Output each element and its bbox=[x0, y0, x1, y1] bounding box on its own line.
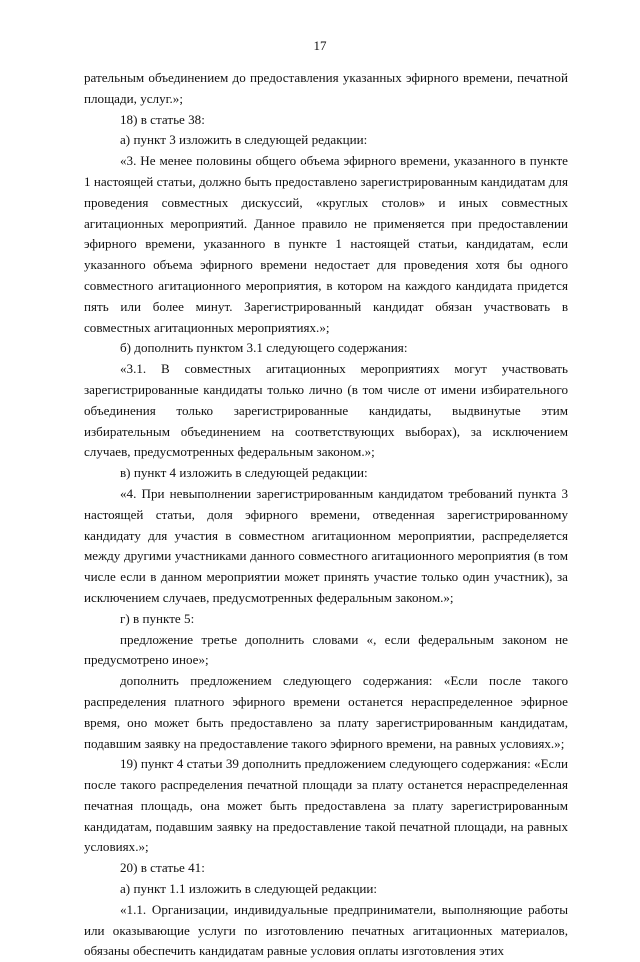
paragraph: «3. Не менее половины общего объема эфирного времени, указанного в пункте 1 настоящей статьи, должно быть предоставлено зарегистрированным кандидатам для проведения совместных дискуссий, «круглых столов» и иных совместных агитационных мероприятий. Данное правило не применяется при предоставлении эфирного времени, указанного в пункте 1 настоящей статьи, кандидатам, если указанного объема эфирного времени недостает для проведения хотя бы одного совместного агитационного мероприятия, в котором на каждого кандидата придется пять или более минут. Зарегистрированный кандидат обязан участвовать в совместных агитационных мероприятиях.»; bbox=[84, 153, 568, 335]
paragraph: «4. При невыполнении зарегистрированным кандидатом требований пункта 3 настоящей статьи, доля эфирного времени, отведенная зарегистрированному кандидату для участия в совместном агитационном мероприятии, распределяется между другими участниками данного совместного агитационного мероприятия (в том числе если в данном мероприятии может принять участие только один участник), за исключением случаев, предусмотренных федеральным законом.»; bbox=[84, 485, 568, 605]
paragraph: 20) в статье 41: bbox=[120, 860, 205, 876]
paragraph: в) пункт 4 изложить в следующей редакции: bbox=[120, 465, 368, 481]
paragraph: г) в пункте 5: bbox=[120, 610, 195, 626]
paragraph: «3.1. В совместных агитационных мероприятиях могут участвовать зарегистрированные кандидаты только лично (в том числе от имени избирательного объединения только зарегистрированные кандидаты, выдвинутые этим избирательным объединением на соответствующих выборах), за исключением случаев, предусмотренных федеральным законом.»; bbox=[84, 361, 568, 460]
paragraph: 19) пункт 4 статьи 39 дополнить предложением следующего содержания: «Если после такого распределения печатной площади за плату останется нераспределенная печатная площадь, она может быть предоставлена за плату зарегистрированным кандидатам, подавшим заявку на предоставление такой печатной площади, на равных условиях.»; bbox=[84, 756, 568, 855]
document-body bbox=[84, 68, 568, 962]
paragraph: а) пункт 3 изложить в следующей редакции: bbox=[120, 132, 368, 148]
page-number: 17 bbox=[313, 38, 327, 53]
paragraph: б) дополнить пунктом 3.1 следующего содержания: bbox=[120, 340, 408, 356]
paragraph: предложение третье дополнить словами «, если федеральным законом не предусмотрено иное»; bbox=[84, 631, 568, 668]
paragraph: 18) в статье 38: bbox=[120, 111, 205, 127]
paragraph: рательным объединением до предоставления указанных эфирного времени, печатной площади, услуг.»; bbox=[84, 70, 568, 106]
paragraph: дополнить предложением следующего содержания: «Если после такого распределения платного эфирного времени останется нераспределенное эфирное время, оно может быть предоставлено за плату зарегистрированным кандидатам, подавшим заявку на предоставление такого эфирного времени, на равных условиях.»; bbox=[84, 673, 568, 751]
paragraph: а) пункт 1.1 изложить в следующей редакции: bbox=[120, 881, 378, 897]
paragraph: «1.1. Организации, индивидуальные предприниматели, выполняющие работы или оказывающие услуги по изготовлению печатных агитационных материалов, обязаны обеспечить кандидатам равные условия оплаты изготовления этих bbox=[84, 901, 568, 959]
